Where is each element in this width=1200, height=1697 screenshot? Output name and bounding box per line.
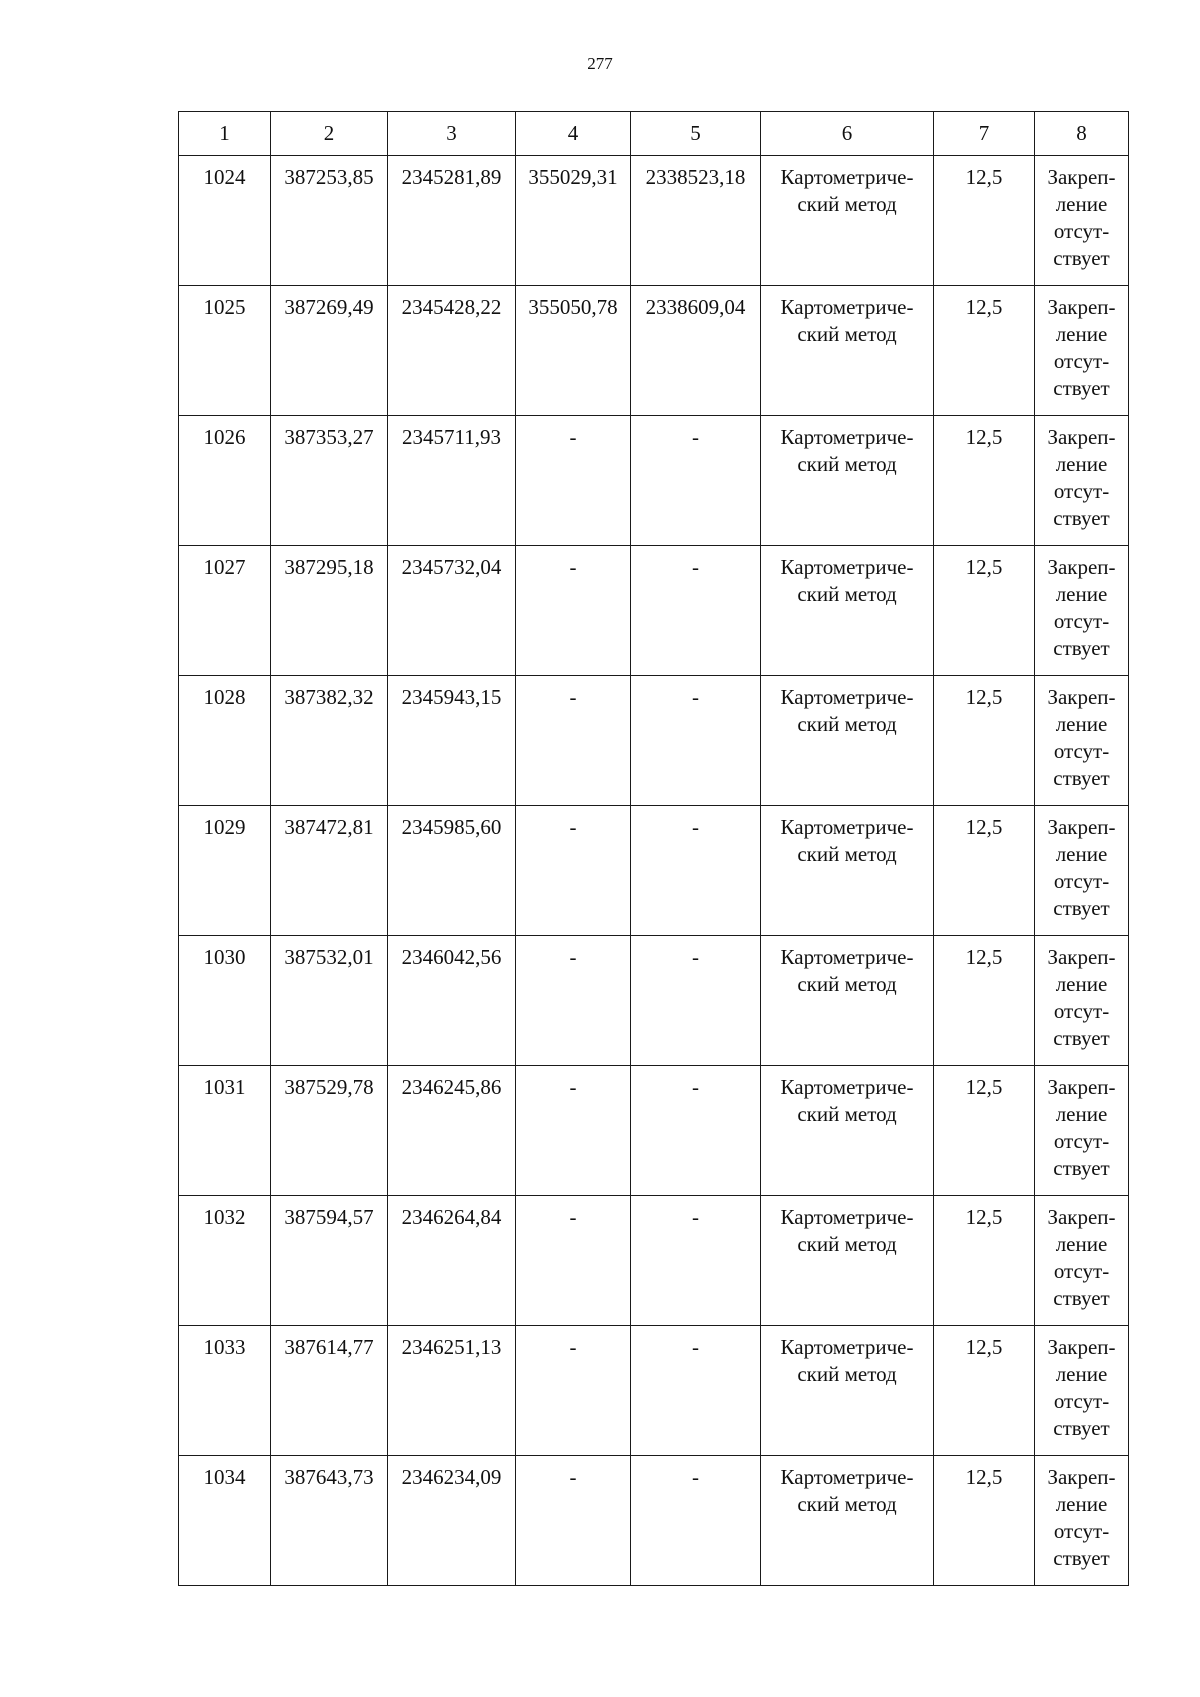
fixing-cell (1035, 1066, 1129, 1196)
fixing-text-line: отсут- (1053, 1519, 1110, 1543)
fixing-text-line: ствует (1053, 1026, 1110, 1050)
point-number-cell: 1032 (179, 1196, 271, 1326)
method-cell (761, 1196, 934, 1326)
table-row (179, 1066, 1129, 1196)
method-cell (761, 1326, 934, 1456)
coord-x2-cell: - (516, 1066, 631, 1196)
coord-x-cell: 387532,01 (271, 936, 388, 1066)
table-row (179, 676, 1129, 806)
coord-y-cell: 2345732,04 (388, 546, 516, 676)
fixing-text-line: ствует (1053, 246, 1110, 270)
coord-y2-cell: - (631, 676, 761, 806)
coord-y2-cell: - (631, 1326, 761, 1456)
fixing-text-line: ствует (1053, 1286, 1110, 1310)
coord-y-cell: 2345281,89 (388, 156, 516, 286)
header-cell: 2 (271, 112, 388, 156)
fixing-text-line: ствует (1053, 1416, 1110, 1440)
point-number-cell: 1025 (179, 286, 271, 416)
method-text-line: ский метод (797, 452, 897, 476)
accuracy-cell: 12,5 (934, 1456, 1035, 1586)
fixing-text-line: Закреп- (1047, 1205, 1116, 1229)
accuracy-cell: 12,5 (934, 806, 1035, 936)
header-cell: 4 (516, 112, 631, 156)
fixing-text-line: отсут- (1053, 1129, 1110, 1153)
fixing-text-line: ление (1055, 322, 1108, 346)
fixing-cell (1035, 1326, 1129, 1456)
fixing-text-line: ствует (1053, 1156, 1110, 1180)
coord-x2-cell: - (516, 1326, 631, 1456)
fixing-text-line: ление (1055, 972, 1108, 996)
coord-y2-cell: - (631, 546, 761, 676)
coord-y-cell: 2346245,86 (388, 1066, 516, 1196)
method-cell (761, 286, 934, 416)
table-row (179, 1456, 1129, 1586)
fixing-cell (1035, 1196, 1129, 1326)
fixing-text-line: ствует (1053, 506, 1110, 530)
coord-x2-cell: - (516, 936, 631, 1066)
accuracy-cell: 12,5 (934, 1066, 1035, 1196)
header-cell: 6 (761, 112, 934, 156)
method-text-line: ский метод (797, 712, 897, 736)
method-text-line: ский метод (797, 322, 897, 346)
coord-y-cell: 2345428,22 (388, 286, 516, 416)
fixing-text-line: отсут- (1053, 869, 1110, 893)
coord-y-cell: 2346042,56 (388, 936, 516, 1066)
method-cell (761, 936, 934, 1066)
method-text-line: Картометриче- (780, 685, 914, 709)
fixing-cell (1035, 286, 1129, 416)
table-row (179, 546, 1129, 676)
coord-x-cell: 387472,81 (271, 806, 388, 936)
method-text-line: ский метод (797, 972, 897, 996)
coord-y2-cell: - (631, 1066, 761, 1196)
coord-x-cell: 387614,77 (271, 1326, 388, 1456)
fixing-text-line: Закреп- (1047, 815, 1116, 839)
coord-x-cell: 387353,27 (271, 416, 388, 546)
accuracy-cell: 12,5 (934, 1326, 1035, 1456)
coord-x-cell: 387253,85 (271, 156, 388, 286)
method-cell (761, 156, 934, 286)
method-cell (761, 1456, 934, 1586)
coord-y2-cell: - (631, 806, 761, 936)
accuracy-cell: 12,5 (934, 936, 1035, 1066)
fixing-text-line: отсут- (1053, 219, 1110, 243)
point-number-cell: 1034 (179, 1456, 271, 1586)
table-row (179, 156, 1129, 286)
method-text-line: Картометриче- (780, 815, 914, 839)
method-text-line: ский метод (797, 842, 897, 866)
coordinates-table (178, 111, 1129, 1586)
method-text-line: ский метод (797, 1102, 897, 1126)
fixing-text-line: ление (1055, 1362, 1108, 1386)
method-text-line: Картометриче- (780, 945, 914, 969)
point-number-cell: 1028 (179, 676, 271, 806)
coord-y-cell: 2346251,13 (388, 1326, 516, 1456)
coord-x-cell: 387269,49 (271, 286, 388, 416)
fixing-cell (1035, 806, 1129, 936)
fixing-text-line: отсут- (1053, 609, 1110, 633)
coord-y-cell: 2345985,60 (388, 806, 516, 936)
method-text-line: ский метод (797, 1232, 897, 1256)
coord-y-cell: 2346234,09 (388, 1456, 516, 1586)
fixing-text-line: отсут- (1053, 1259, 1110, 1283)
method-text-line: Картометриче- (780, 1205, 914, 1229)
method-text-line: ский метод (797, 582, 897, 606)
coord-x2-cell: - (516, 806, 631, 936)
fixing-text-line: Закреп- (1047, 1075, 1116, 1099)
coord-y-cell: 2345943,15 (388, 676, 516, 806)
fixing-text-line: отсут- (1053, 349, 1110, 373)
fixing-cell (1035, 676, 1129, 806)
fixing-text-line: ление (1055, 712, 1108, 736)
coord-y2-cell: - (631, 936, 761, 1066)
accuracy-cell: 12,5 (934, 286, 1035, 416)
accuracy-cell: 12,5 (934, 416, 1035, 546)
coord-x-cell: 387594,57 (271, 1196, 388, 1326)
table-row (179, 286, 1129, 416)
fixing-text-line: Закреп- (1047, 425, 1116, 449)
table-row (179, 1196, 1129, 1326)
method-text-line: ский метод (797, 192, 897, 216)
accuracy-cell: 12,5 (934, 546, 1035, 676)
fixing-text-line: ление (1055, 1232, 1108, 1256)
fixing-text-line: Закреп- (1047, 1335, 1116, 1359)
fixing-text-line: отсут- (1053, 479, 1110, 503)
fixing-text-line: ление (1055, 582, 1108, 606)
accuracy-cell: 12,5 (934, 676, 1035, 806)
fixing-text-line: Закреп- (1047, 945, 1116, 969)
fixing-text-line: ствует (1053, 636, 1110, 660)
method-text-line: Картометриче- (780, 1465, 914, 1489)
fixing-text-line: ствует (1053, 1546, 1110, 1570)
coord-x-cell: 387382,32 (271, 676, 388, 806)
coord-x-cell: 387529,78 (271, 1066, 388, 1196)
coord-x2-cell: - (516, 1456, 631, 1586)
header-cell: 1 (179, 112, 271, 156)
fixing-text-line: ление (1055, 452, 1108, 476)
coord-y-cell: 2345711,93 (388, 416, 516, 546)
method-text-line: Картометриче- (780, 1075, 914, 1099)
method-text-line: Картометриче- (780, 555, 914, 579)
fixing-text-line: Закреп- (1047, 295, 1116, 319)
table-header-row (179, 112, 1129, 156)
coord-y2-cell: - (631, 1196, 761, 1326)
point-number-cell: 1030 (179, 936, 271, 1066)
page-number: 277 (587, 54, 613, 73)
method-cell (761, 676, 934, 806)
method-text-line: ский метод (797, 1362, 897, 1386)
method-text-line: Картометриче- (780, 1335, 914, 1359)
coord-x2-cell: - (516, 416, 631, 546)
fixing-text-line: отсут- (1053, 1389, 1110, 1413)
method-text-line: Картометриче- (780, 425, 914, 449)
table-row (179, 806, 1129, 936)
fixing-text-line: ление (1055, 842, 1108, 866)
method-cell (761, 806, 934, 936)
method-text-line: ский метод (797, 1492, 897, 1516)
fixing-text-line: отсут- (1053, 999, 1110, 1023)
fixing-text-line: отсут- (1053, 739, 1110, 763)
table-row (179, 936, 1129, 1066)
coord-y2-cell: - (631, 416, 761, 546)
table-row (179, 416, 1129, 546)
fixing-text-line: ствует (1053, 896, 1110, 920)
fixing-text-line: Закреп- (1047, 685, 1116, 709)
coord-x2-cell: - (516, 1196, 631, 1326)
coord-y2-cell: 2338609,04 (631, 286, 761, 416)
point-number-cell: 1031 (179, 1066, 271, 1196)
fixing-cell (1035, 546, 1129, 676)
point-number-cell: 1033 (179, 1326, 271, 1456)
table-row (179, 1326, 1129, 1456)
coord-x-cell: 387643,73 (271, 1456, 388, 1586)
coord-x2-cell: - (516, 676, 631, 806)
method-cell (761, 416, 934, 546)
coord-x2-cell: 355050,78 (516, 286, 631, 416)
table-body (179, 112, 1129, 1586)
accuracy-cell: 12,5 (934, 156, 1035, 286)
point-number-cell: 1029 (179, 806, 271, 936)
header-cell: 7 (934, 112, 1035, 156)
fixing-cell (1035, 936, 1129, 1066)
coord-x2-cell: - (516, 546, 631, 676)
method-text-line: Картометриче- (780, 295, 914, 319)
fixing-text-line: ствует (1053, 766, 1110, 790)
fixing-text-line: ление (1055, 1102, 1108, 1126)
point-number-cell: 1024 (179, 156, 271, 286)
method-cell (761, 546, 934, 676)
method-cell (761, 1066, 934, 1196)
accuracy-cell: 12,5 (934, 1196, 1035, 1326)
header-cell: 3 (388, 112, 516, 156)
fixing-text-line: ствует (1053, 376, 1110, 400)
point-number-cell: 1026 (179, 416, 271, 546)
coord-y-cell: 2346264,84 (388, 1196, 516, 1326)
coord-y2-cell: 2338523,18 (631, 156, 761, 286)
coord-y2-cell: - (631, 1456, 761, 1586)
fixing-text-line: ление (1055, 192, 1108, 216)
fixing-text-line: Закреп- (1047, 555, 1116, 579)
fixing-text-line: ление (1055, 1492, 1108, 1516)
coord-x2-cell: 355029,31 (516, 156, 631, 286)
method-text-line: Картометриче- (780, 165, 914, 189)
fixing-text-line: Закреп- (1047, 165, 1116, 189)
fixing-cell (1035, 416, 1129, 546)
fixing-cell (1035, 156, 1129, 286)
fixing-text-line: Закреп- (1047, 1465, 1116, 1489)
header-cell: 5 (631, 112, 761, 156)
header-cell: 8 (1035, 112, 1129, 156)
coord-x-cell: 387295,18 (271, 546, 388, 676)
point-number-cell: 1027 (179, 546, 271, 676)
fixing-cell (1035, 1456, 1129, 1586)
